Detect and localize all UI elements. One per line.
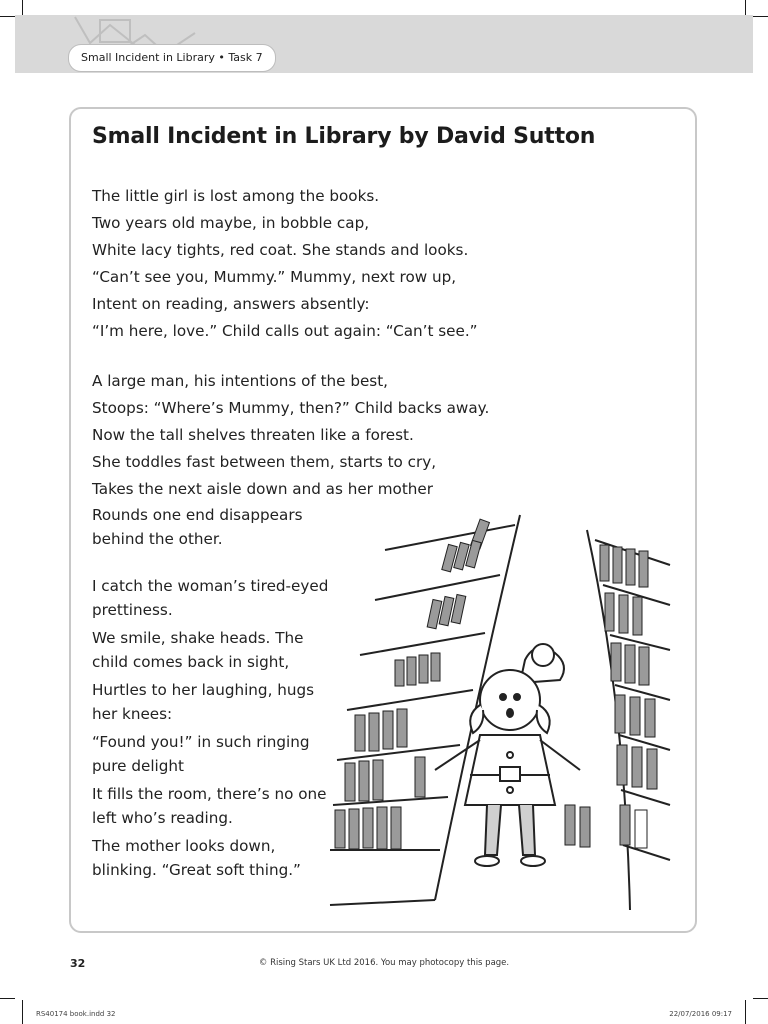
crop-mark bbox=[0, 16, 15, 17]
crop-mark bbox=[745, 1000, 746, 1024]
poem-line: Now the tall shelves threaten like a forest. bbox=[92, 426, 414, 444]
slug-timestamp: 22/07/2016 09:17 bbox=[669, 1010, 732, 1018]
poem-line: Rounds one end disappears bbox=[92, 506, 303, 524]
poem-line: It fills the room, there’s no one bbox=[92, 785, 327, 803]
poem-line: I catch the woman’s tired-eyed bbox=[92, 577, 329, 595]
poem-line: “Found you!” in such ringing bbox=[92, 733, 310, 751]
girl-figure bbox=[435, 644, 580, 866]
library-girl-illustration bbox=[325, 505, 675, 910]
crop-mark bbox=[0, 998, 15, 999]
poem-line: White lacy tights, red coat. She stands and looks. bbox=[92, 241, 469, 259]
poem-line: behind the other. bbox=[92, 530, 223, 548]
poem-line: Intent on reading, answers absently: bbox=[92, 295, 370, 313]
poem-line: The mother looks down, bbox=[92, 837, 276, 855]
crop-mark bbox=[753, 998, 768, 999]
crop-mark bbox=[745, 0, 746, 15]
poem-line: left who’s reading. bbox=[92, 809, 233, 827]
poem-line: child comes back in sight, bbox=[92, 653, 290, 671]
section-tab: Small Incident in Library • Task 7 bbox=[68, 44, 276, 72]
poem-line: The little girl is lost among the books. bbox=[92, 187, 380, 205]
poem-line: Hurtles to her laughing, hugs bbox=[92, 681, 315, 699]
poem-line: her knees: bbox=[92, 705, 173, 723]
slug-file-name: RS40174 book.indd 32 bbox=[36, 1010, 116, 1018]
crop-mark bbox=[753, 16, 768, 17]
poem-line: blinking. “Great soft thing.” bbox=[92, 861, 301, 879]
poem-line: A large man, his intentions of the best, bbox=[92, 372, 389, 390]
poem-line: prettiness. bbox=[92, 601, 173, 619]
poem-line: Takes the next aisle down and as her mother bbox=[92, 480, 434, 498]
poem-line: pure delight bbox=[92, 757, 184, 775]
crop-mark bbox=[22, 0, 23, 15]
copyright-notice: © Rising Stars UK Ltd 2016. You may photocopy this page. bbox=[258, 958, 510, 968]
poem-line: We smile, shake heads. The bbox=[92, 629, 304, 647]
poem-line: Stoops: “Where’s Mummy, then?” Child backs away. bbox=[92, 399, 490, 417]
page-number: 32 bbox=[70, 957, 86, 970]
poem-title: Small Incident in Library by David Sutton bbox=[92, 124, 596, 149]
poem-line: She toddles fast between them, starts to cry, bbox=[92, 453, 437, 471]
crop-mark bbox=[22, 1000, 23, 1024]
poem-line: “Can’t see you, Mummy.” Mummy, next row up, bbox=[92, 268, 457, 286]
poem-line: “I’m here, love.” Child calls out again: “Can’t see.” bbox=[92, 322, 478, 340]
poem-line: Two years old maybe, in bobble cap, bbox=[92, 214, 370, 232]
